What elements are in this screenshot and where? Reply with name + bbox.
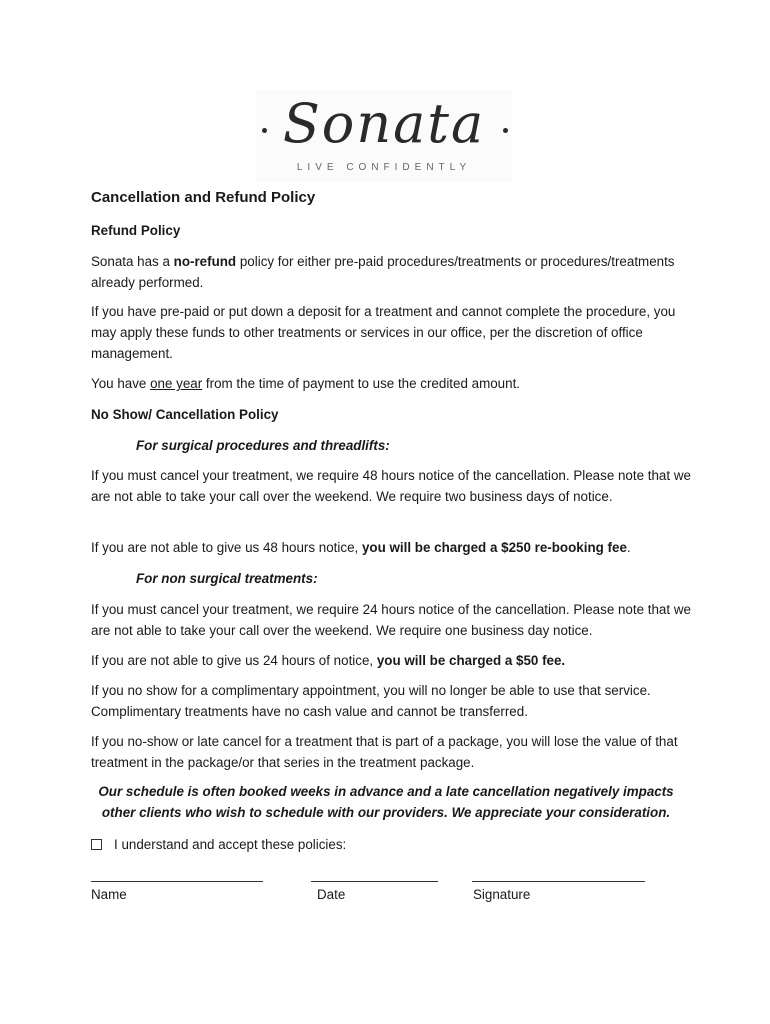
name-line[interactable] [91,881,263,882]
logo-dot-right [503,128,508,133]
refund-paragraph-1 [91,251,691,293]
date-line[interactable] [311,881,438,882]
nonsurgical-subheading: For non surgical treatments: [136,571,318,586]
surgical-paragraph-2 [91,537,691,558]
surgical-p2-text: If you are not able to give us 48 hours notice, [91,540,362,555]
nonsurgical-p2-text: If you are not able to give us 24 hours of notice, [91,653,377,668]
name-label: Name [91,887,127,902]
schedule-note: Our schedule is often booked weeks in advance and a late cancellation negatively impacts other clients who wish to schedule with our providers. We appreciate your consideration. [98,784,674,820]
signature-label: Signature [473,887,531,902]
refund-p1-emphasis: no-refund [173,254,237,269]
accept-label: I understand and accept these policies: [114,837,347,852]
refund-p1-text: Sonata has a [91,254,174,269]
accept-checkbox[interactable] [91,839,102,850]
refund-heading: Refund Policy [91,223,181,238]
nonsurgical-paragraph-2 [91,650,691,671]
nonsurgical-p2-fee: you will be charged a $50 fee. [376,653,566,668]
date-label: Date [317,887,346,902]
surgical-p2-fee: you will be charged a $250 re-booking fee [361,540,627,555]
sonata-logo [256,90,512,182]
page-title: Cancellation and Refund Policy [91,189,316,206]
refund-p3-underlined: one year [150,376,203,391]
refund-p1-text-end: policy for either pre-paid procedures/treatments or procedures/treatments already performed. [91,254,675,290]
nonsurgical-paragraph-1: If you must cancel your treatment, we require 24 hours notice of the cancellation. Please note that we are not able to take your call over the weekend. We require one business day notice. [91,602,691,638]
surgical-p2-text-end: . [626,540,631,555]
refund-p3-text-end: from the time of payment to use the credited amount. [202,376,521,391]
package-paragraph: If you no-show or late cancel for a treatment that is part of a package, you will lose the value of that treatment in the package/or that series in the treatment package. [91,734,678,770]
noshow-heading: No Show/ Cancellation Policy [91,407,279,422]
logo-wordmark: Sonata [282,92,486,155]
accept-row[interactable] [91,834,691,855]
signature-line[interactable] [472,881,645,882]
surgical-paragraph-1: If you must cancel your treatment, we require 48 hours notice of the cancellation. Please note that we are not able to take your call over the weekend. We require two business days of notice. [91,468,691,504]
refund-paragraph-3 [91,373,691,394]
surgical-subheading: For surgical procedures and threadlifts: [136,438,390,453]
complimentary-paragraph: If you no show for a complimentary appointment, you will no longer be able to use that service. Complimentary treatments have no cash value and cannot be transferred. [91,683,651,719]
refund-paragraph-2: If you have pre-paid or put down a deposit for a treatment and cannot complete the procedure, you may apply these funds to other treatments or services in our office, per the discretion of office management. [91,304,676,361]
logo-tagline: LIVE CONFIDENTLY [296,162,472,173]
refund-p3-text: You have [91,376,151,391]
